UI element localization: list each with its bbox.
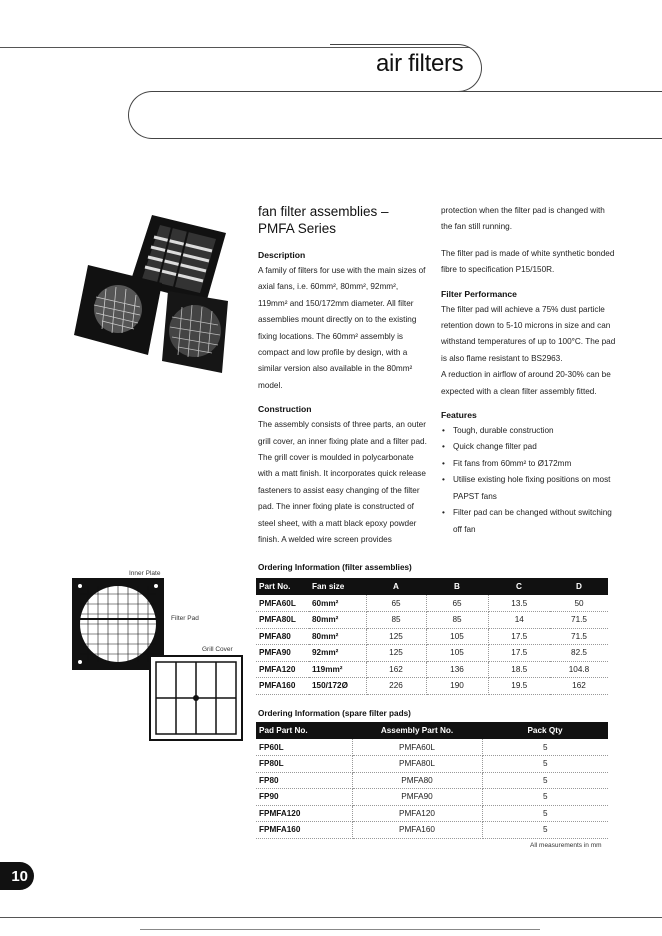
- features-list: [441, 423, 617, 538]
- filter-pad-photo: [162, 291, 228, 373]
- page-number: 10: [0, 862, 34, 890]
- text-column-left: [258, 203, 428, 549]
- table-row: FP80L PMFA80L 5: [256, 756, 608, 773]
- spare-pads-table: [256, 722, 608, 839]
- header-band: [128, 91, 662, 139]
- airflow-text: A reduction in airflow of around 20-30% can be expected with a clean filter assembly fitted.: [441, 370, 611, 396]
- label-grill-cover: Grill Cover: [202, 646, 233, 653]
- product-photo: [66, 205, 244, 385]
- table2-title: Ordering Information (spare filter pads): [258, 709, 411, 718]
- feature-item: • Quick change filter pad: [441, 439, 617, 455]
- construction-text: The assembly consists of three parts, an outer grill cover, an inner fixing plate and a filter pad. The grill cover is moulded in polycarbonate with a matt finish. It incorporates quick release fasteners to assist easy changing of the filter pad. The inner fixing plate is constructed of steel sheet, with a matt black epoxy powder finish. A welded wire screen provides: [258, 420, 427, 545]
- table-row: PMFA120 119mm² 162 136 18.5 104.8: [256, 661, 608, 678]
- feature-item: • Fit fans from 60mm² to Ø172mm: [441, 456, 617, 472]
- col-c: C: [488, 578, 550, 595]
- footer-rule: [0, 917, 662, 918]
- col-assembly-part-no: Assembly Part No.: [352, 722, 482, 739]
- performance-heading: Filter Performance: [441, 288, 517, 299]
- description-heading: Description: [258, 250, 306, 260]
- table-row: FP80 PMFA80 5: [256, 772, 608, 789]
- table-row: FPMFA160 PMFA160 5: [256, 822, 608, 839]
- construction-continued: protection when the filter pad is changed with the fan still running.: [441, 206, 605, 232]
- table-row: FP60L PMFA60L 5: [256, 739, 608, 756]
- table1-title: Ordering Information (filter assemblies): [258, 563, 412, 572]
- label-filter-pad: Filter Pad: [171, 615, 199, 622]
- col-d: D: [550, 578, 608, 595]
- table-header-row: [256, 722, 608, 739]
- col-part-no: Part No.: [256, 578, 309, 595]
- table-row: PMFA80 80mm² 125 105 17.5 71.5: [256, 628, 608, 645]
- product-title: fan filter assemblies – PMFA Series: [258, 204, 389, 236]
- feature-item: • Utilise existing hole fixing positions on most PAPST fans: [441, 472, 617, 505]
- feature-item: • Filter pad can be changed without switching off fan: [441, 505, 617, 538]
- table-row: PMFA90 92mm² 125 105 17.5 82.5: [256, 645, 608, 662]
- construction-heading: Construction: [258, 404, 312, 415]
- features-heading: Features: [441, 410, 477, 421]
- table-row: PMFA80L 80mm² 85 85 14 71.5: [256, 612, 608, 629]
- footer-rule-secondary: [140, 929, 540, 930]
- col-pack-qty: Pack Qty: [482, 722, 608, 739]
- filter-assemblies-table: [256, 578, 608, 695]
- label-inner-plate: Inner Plate: [129, 570, 161, 577]
- performance-text: The filter pad will achieve a 75% dust particle retention down to 5-10 microns in size and can withstand temperatures of up to 100°C. The pad is also flame resistant to BS2963.: [441, 304, 616, 363]
- exploded-diagram: [68, 568, 268, 743]
- col-pad-part-no: Pad Part No.: [256, 722, 352, 739]
- filter-pad-text: The filter pad is made of white synthetic bonded fibre to specification P15/150R.: [441, 248, 615, 275]
- table-row: FPMFA120 PMFA120 5: [256, 805, 608, 822]
- feature-item: • Tough, durable construction: [441, 423, 617, 439]
- diagram-drawing: [68, 568, 268, 743]
- col-a: A: [366, 578, 426, 595]
- text-column-right: [441, 203, 617, 538]
- measurement-note: All measurements in mm: [530, 842, 602, 849]
- col-b: B: [426, 578, 488, 595]
- description-text: A family of filters for use with the main sizes of axial fans, i.e. 60mm², 80mm², 92mm², 119mm² and 150/172mm diameter. All filter assemblies mount directly on to the existing fixing locations. The 60mm² assembly is compact and low profile by design, with a similar version also available in the 80mm² model.: [258, 266, 426, 390]
- table-header-row: [256, 578, 608, 595]
- table-row: FP90 PMFA90 5: [256, 789, 608, 806]
- table-row: PMFA160 150/172Ø 226 190 19.5 162: [256, 678, 608, 695]
- col-fan-size: Fan size: [309, 578, 366, 595]
- page-title: air filters: [376, 50, 464, 77]
- table-row: PMFA60L 60mm² 65 65 13.5 50: [256, 595, 608, 612]
